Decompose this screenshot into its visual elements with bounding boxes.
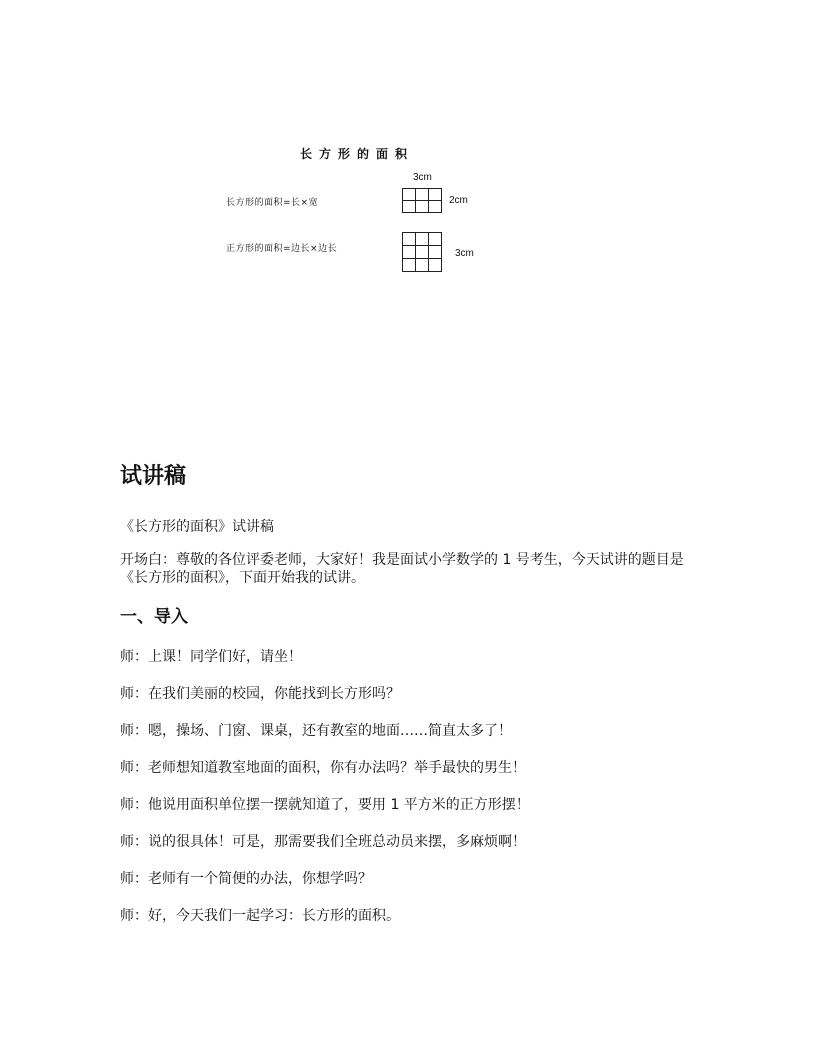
grid-cell (429, 246, 442, 259)
dialogue-line: 师：他说用面积单位摆一摆就知道了，要用 1 平方米的正方形摆！ (120, 797, 530, 813)
document-title: 试讲稿 (120, 464, 187, 489)
dialogue-line: 师：老师想知道教室地面的面积，你有办法吗？举手最快的男生！ (120, 760, 526, 776)
grid-cell (403, 201, 416, 213)
rectangle-width-label: 3cm (413, 172, 432, 183)
opening-paragraph: 开场白：尊敬的各位评委老师，大家好！我是面试小学数学的 1 号考生，今天试讲的题目是《长方形的面积》，下面开始我的试讲。 (120, 552, 684, 586)
document-body (120, 458, 700, 944)
dialogue-line: 师：说的很具体！可是，那需要我们全班总动员来摆，多麻烦啊！ (120, 834, 526, 850)
rectangle-height-label: 2cm (449, 195, 468, 206)
dialogue-line: 师：好，今天我们一起学习：长方形的面积。 (120, 908, 400, 924)
board-figure (0, 0, 816, 300)
dialogue-line: 师：嗯，操场、门窗、课桌，还有教室的地面……简直太多了！ (120, 723, 512, 739)
dialogue-line: 师：老师有一个简便的办法，你想学吗？ (120, 871, 372, 887)
grid-cell (429, 259, 442, 272)
square-grid (402, 232, 442, 272)
grid-cell (429, 201, 442, 213)
grid-cell (416, 189, 429, 201)
grid-cell (416, 246, 429, 259)
document-subtitle: 《长方形的面积》试讲稿 (120, 519, 274, 535)
dialogue-line: 师：在我们美丽的校园，你能找到长方形吗？ (120, 686, 400, 702)
grid-cell (403, 259, 416, 272)
section-heading-introduction: 一、导入 (120, 607, 188, 627)
grid-cell (429, 189, 442, 201)
square-side-label: 3cm (455, 248, 474, 259)
square-area-formula: 正方形的面积=边长×边长 (226, 244, 338, 254)
grid-cell (416, 233, 429, 246)
grid-cell (403, 233, 416, 246)
figure-title: 长方形的面积 (300, 147, 415, 161)
grid-cell (429, 233, 442, 246)
dialogue-line: 师：上课！同学们好，请坐！ (120, 649, 302, 665)
grid-cell (403, 189, 416, 201)
grid-cell (416, 201, 429, 213)
grid-cell (403, 246, 416, 259)
rectangle-area-formula: 长方形的面积=长×宽 (226, 198, 319, 208)
grid-cell (416, 259, 429, 272)
rectangle-grid (402, 188, 442, 213)
dialogue-list (120, 648, 700, 925)
